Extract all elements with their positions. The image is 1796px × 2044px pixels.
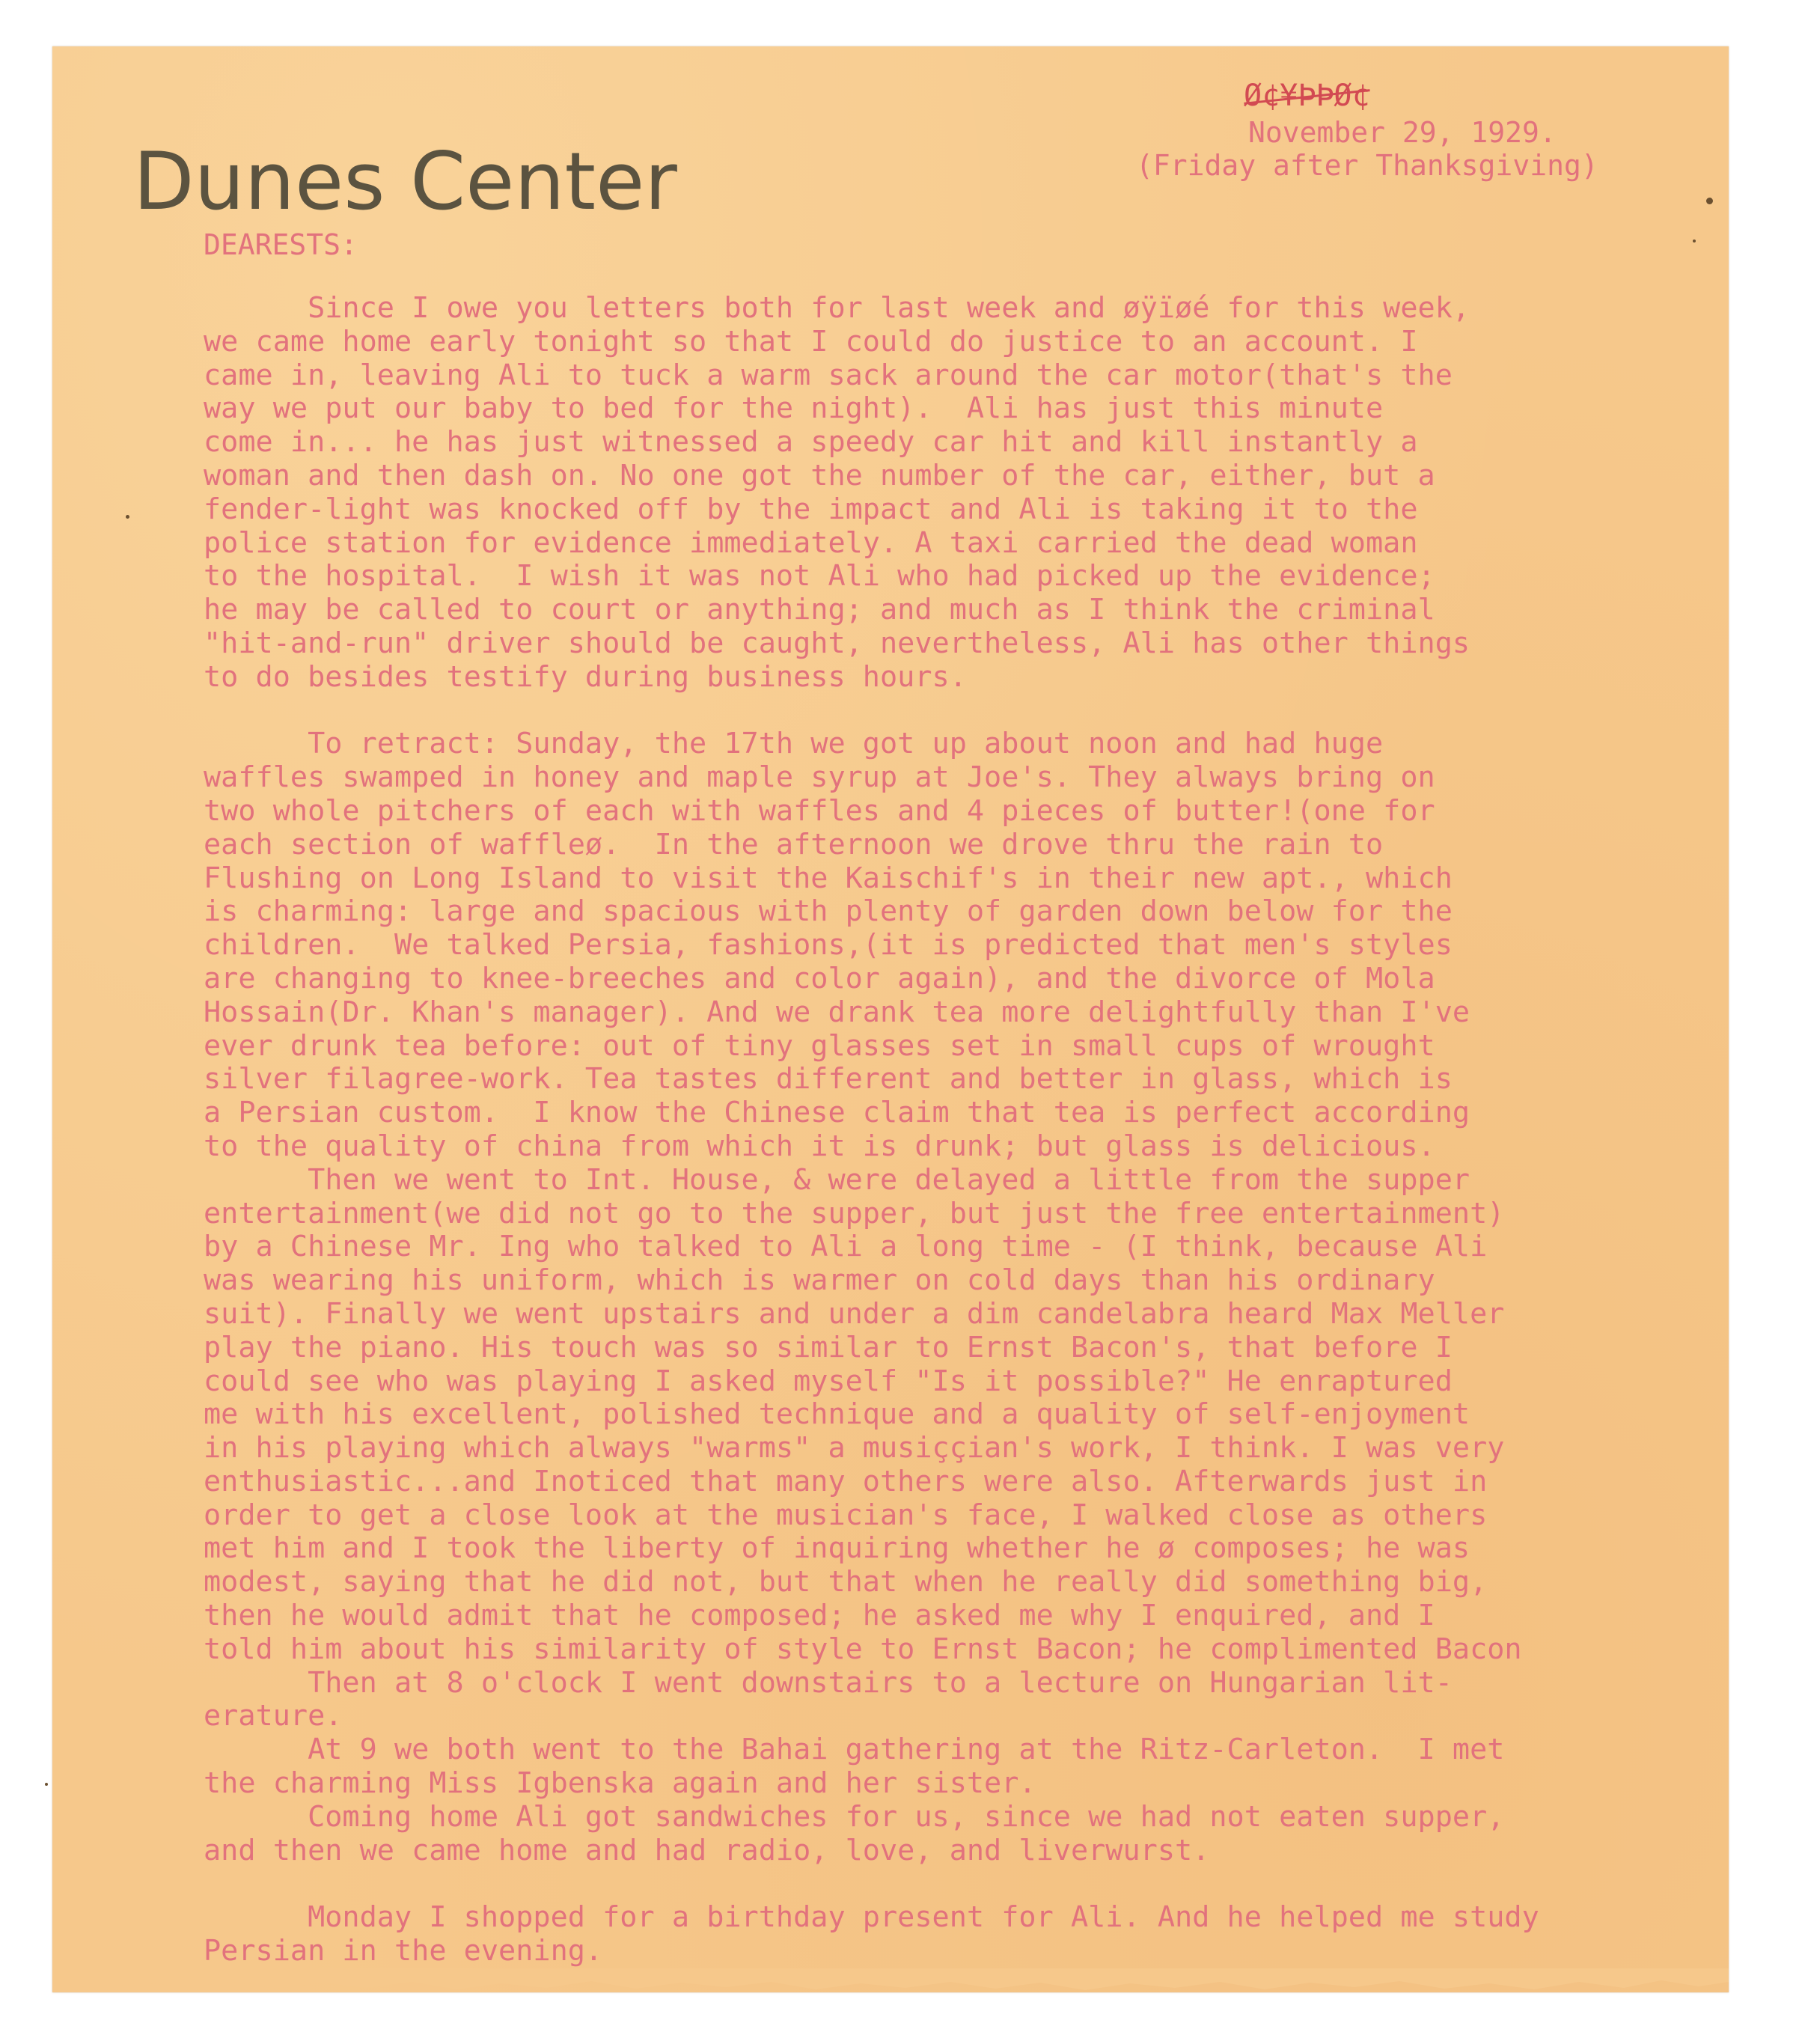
letter-line: a Persian custom. I know the Chinese claim that tea is perfect according [204, 1096, 1470, 1130]
paragraph-gap [204, 1867, 1693, 1901]
paragraph-gap [204, 695, 1693, 728]
letter-line: play the piano. His touch was so similar to Ernst Bacon's, that before I [204, 1330, 1453, 1364]
paper-speck [126, 515, 129, 519]
letter-line: Since I owe you letters both for last week and øÿïøé for this week, [204, 291, 1470, 325]
letter-line: come in... he has just witnessed a speedy car hit and kill instantly a [204, 425, 1418, 460]
dunes-center-watermark: Dunes Center [133, 135, 677, 228]
letter-line: children. We talked Persia, fashions,(it is predicted that men's styles [204, 928, 1453, 962]
letter-line: police station for evidence immediately. A taxi carried the dead woman [204, 525, 1418, 560]
letter-line: to the hospital. I wish it was not Ali who had picked up the evidence; [204, 559, 1435, 594]
letter-line: Hossain(Dr. Khan's manager). And we drank tea more delightfully than I've [204, 995, 1470, 1029]
paper-speck [1706, 198, 1713, 204]
paper-speck [45, 1783, 48, 1786]
letter-line: Coming home Ali got sandwiches for us, since we had not eaten supper, [204, 1799, 1505, 1834]
letter-line: by a Chinese Mr. Ing who talked to Ali a long time - (I think, because Ali [204, 1230, 1488, 1264]
letter-date: November 29, 1929. [1248, 116, 1557, 149]
letter-body [204, 292, 1693, 1968]
letter-line: To retract: Sunday, the 17th we got up about noon and had huge [204, 727, 1384, 761]
letter-line: ever drunk tea before: out of tiny glasses set in small cups of wrought [204, 1028, 1435, 1063]
letter-line: fender-light was knocked off by the impact and Ali is taking it to the [204, 492, 1418, 526]
letter-line: to do besides testify during business hours. [204, 659, 967, 694]
letter-line: he may be called to court or anything; and much as I think the criminal [204, 593, 1435, 627]
letter-line: "hit-and-run" driver should be caught, nevertheless, Ali has other things [204, 626, 1470, 660]
letter-line: is charming: large and spacious with plenty of garden down below for the [204, 894, 1453, 929]
letter-line: could see who was playing I asked myself "Is it possible?" He enraptured [204, 1364, 1453, 1398]
letter-line: Persian in the evening. [204, 1934, 603, 1968]
letter-line: woman and then dash on. No one got the number of the car, either, but a [204, 458, 1435, 492]
letter-line: erature. [204, 1699, 343, 1733]
letter-line: we came home early tonight so that I could do justice to an account. I [204, 324, 1418, 359]
letter-line: Then we went to Int. House, & were delayed a little from the supper [204, 1162, 1470, 1197]
letter-line: enthusiastic...and Inoticed that many others were also. Afterwards just in [204, 1464, 1488, 1498]
letter-line: me with his excellent, polished technique and a quality of self-enjoyment [204, 1397, 1470, 1432]
letter-line: two whole pitchers of each with waffles and 4 pieces of butter!(one for [204, 793, 1435, 828]
letter-line: then he would admit that he composed; he asked me why I enquired, and I [204, 1599, 1435, 1633]
letter-line: the charming Miss Igbenska again and her sister. [204, 1766, 1036, 1801]
letter-line: waffles swamped in honey and maple syrup at Joe's. They always bring on [204, 760, 1435, 795]
letter-line: modest, saying that he did not, but that when he really did something big, [204, 1565, 1488, 1599]
letter-line: came in, leaving Ali to tuck a warm sack around the car motor(that's the [204, 358, 1453, 392]
letter-line: was wearing his uniform, which is warmer on cold days than his ordinary [204, 1263, 1435, 1298]
letter-line: each section of waffleø. In the afternoon we drove thru the rain to [204, 827, 1384, 861]
letter-line: Then at 8 o'clock I went downstairs to a lecture on Hungarian lit- [204, 1665, 1453, 1700]
salutation: DEARESTS: [204, 228, 358, 261]
letter-line: are changing to knee-breeches and color again), and the divorce of Mola [204, 961, 1435, 995]
struck-out-date: Ø¢¥ÞÞØ¢ [1244, 79, 1370, 113]
letter-line: way we put our baby to bed for the night). Ali has just this minute [204, 391, 1384, 426]
letter-line: told him about his similarity of style to Ernst Bacon; he complimented Bacon [204, 1632, 1522, 1666]
torn-bottom-edge [52, 1968, 1729, 1998]
letter-line: entertainment(we did not go to the supper, but just the free entertainment) [204, 1196, 1505, 1230]
letter-line: and then we came home and had radio, love, and liverwurst. [204, 1833, 1210, 1867]
letter-date-note: (Friday after Thanksgiving) [1136, 149, 1598, 182]
paper-speck [1693, 240, 1696, 242]
letter-line: silver filagree-work. Tea tastes different and better in glass, which is [204, 1062, 1453, 1096]
letter-line: Monday I shopped for a birthday present for Ali. And he helped me study [204, 1900, 1539, 1935]
letter-line: Flushing on Long Island to visit the Kaischif's in their new apt., which [204, 861, 1453, 895]
letter-line: suit). Finally we went upstairs and under a dim candelabra heard Max Meller [204, 1296, 1505, 1331]
letter-line: met him and I took the liberty of inquiring whether he ø composes; he was [204, 1531, 1470, 1566]
letter-line: in his playing which always "warms" a musiççian's work, I think. I was very [204, 1431, 1505, 1465]
letter-line: to the quality of china from which it is drunk; but glass is delicious. [204, 1129, 1435, 1163]
letter-line: order to get a close look at the musician's face, I walked close as others [204, 1498, 1488, 1532]
letter-line: At 9 we both went to the Bahai gathering at the Ritz-Carleton. I met [204, 1733, 1505, 1767]
